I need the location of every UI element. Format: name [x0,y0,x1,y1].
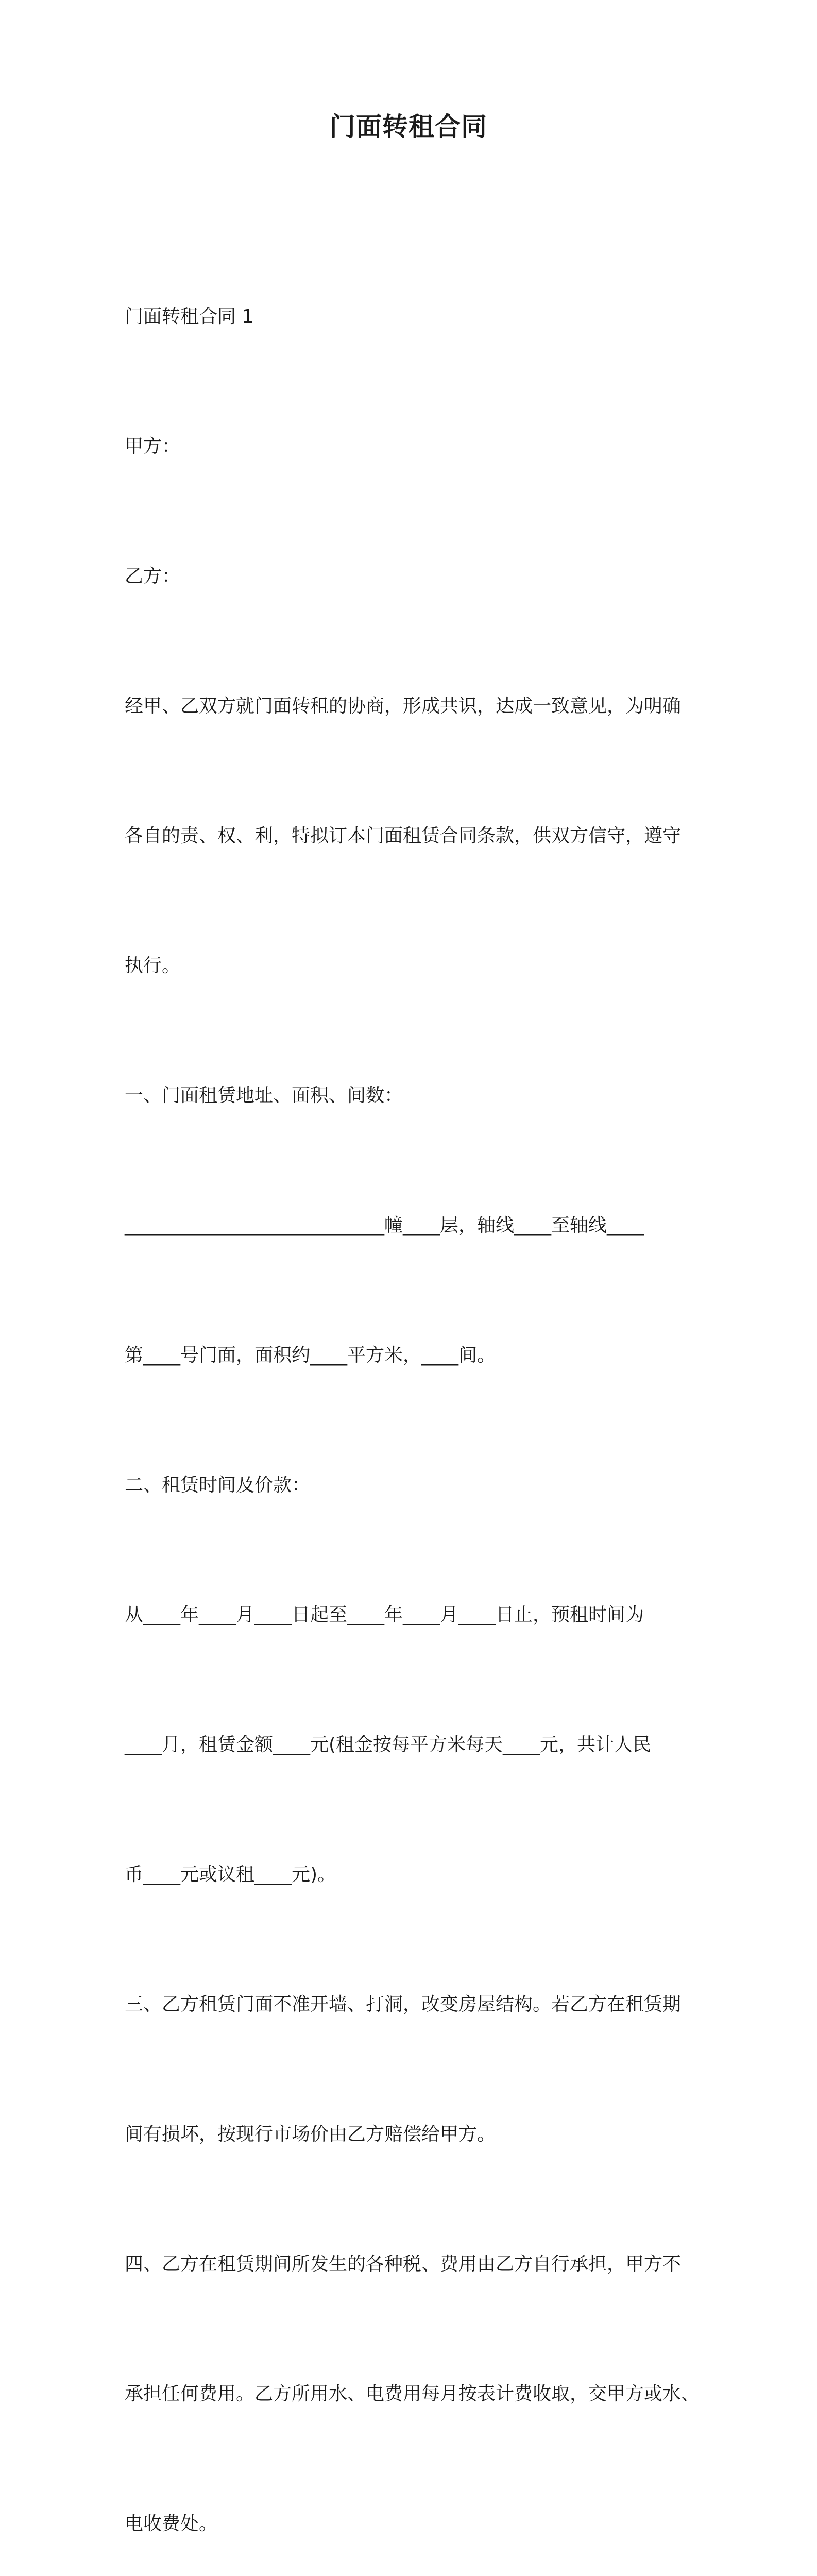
preamble-line: 各自的责、权、利，特拟订本门面租赁合同条款，供双方信守，遵守 [125,825,682,846]
document-title: 门面转租合同 [330,112,487,142]
clause-line: 三、乙方租赁门面不准开墙、打洞，改变房屋结构。若乙方在租赁期 [125,1994,682,2015]
clause-line: 四、乙方在租赁期间所发生的各种税、费用由乙方自行承担，甲方不 [125,2253,682,2275]
clause-line: 币____元或议租____元)。 [125,1864,336,1885]
clause-heading: 二、租赁时间及价款： [125,1475,311,1496]
clause-line: ____月，租赁金额____元(租金按每平方米每天____元，共计人民 [125,1734,652,1755]
party-a-line: 甲方： [125,436,181,457]
clause-line: 承担任何费用。乙方所用水、电费用每月按表计费收取，交甲方或水、 [125,2383,700,2404]
clause-line: ____________________________幢____层，轴线____至轴线____ [125,1215,644,1236]
party-b-line: 乙方： [125,566,181,587]
preamble-line: 执行。 [125,955,181,976]
clause-line: 从____年____月____日起至____年____月____日止，预租时间为 [125,1604,644,1625]
document-body [125,209,702,2576]
preamble-line: 经甲、乙双方就门面转租的协商，形成共识，达成一致意见，为明确 [125,696,682,717]
clause-line: 电收费处。 [125,2513,218,2534]
clause-line: 间有损坏，按现行市场价由乙方赔偿给甲方。 [125,2124,496,2145]
clause-heading: 一、门面租赁地址、面积、间数： [125,1085,403,1106]
subtitle-line: 门面转租合同 1 [125,306,254,327]
clause-line: 第____号门面，面积约____平方米，____间。 [125,1345,496,1366]
